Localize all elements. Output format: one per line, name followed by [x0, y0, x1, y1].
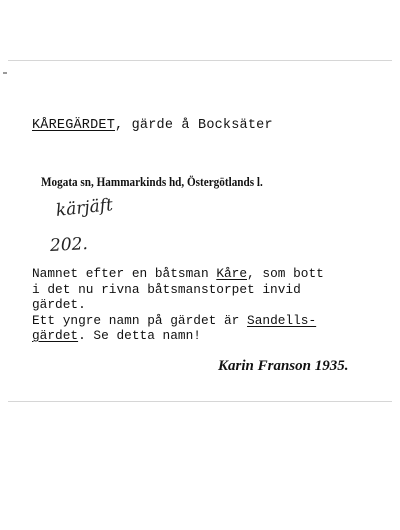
body-text-segment: Ett yngre namn på gärdet är [32, 312, 248, 328]
body-line-5 [32, 328, 324, 344]
place-description: , gärde å Bocksäter [115, 118, 273, 133]
underlined-name-gardet: gärdet [32, 328, 79, 343]
body-text-segment: , som bott [247, 266, 324, 281]
signature: Karin Franson 1935. [218, 358, 349, 374]
body-text-segment: . Se detta namn! [78, 328, 201, 343]
card-edge-mark [3, 72, 7, 74]
underlined-name-kare: Kåre [216, 266, 248, 281]
card-title [32, 118, 273, 133]
body-line-3: gärdet. [32, 297, 86, 312]
body-line-2: i det nu rivna båtsmanstorpet invid [32, 281, 301, 297]
index-card [8, 60, 392, 402]
card-body-text [32, 266, 324, 344]
handwritten-number: 202. [49, 234, 89, 256]
underlined-name-sandells: Sandells- [247, 312, 317, 328]
body-line-1 [32, 266, 324, 282]
place-name: KÅREGÄRDET [32, 118, 116, 133]
handwritten-word: kärjäft [54, 195, 114, 221]
location-line: Mogata sn, Hammarkinds hd, Östergötlands l. [41, 174, 263, 189]
body-line-4 [32, 313, 324, 329]
body-text-segment: Namnet efter en båtsman [32, 266, 217, 281]
